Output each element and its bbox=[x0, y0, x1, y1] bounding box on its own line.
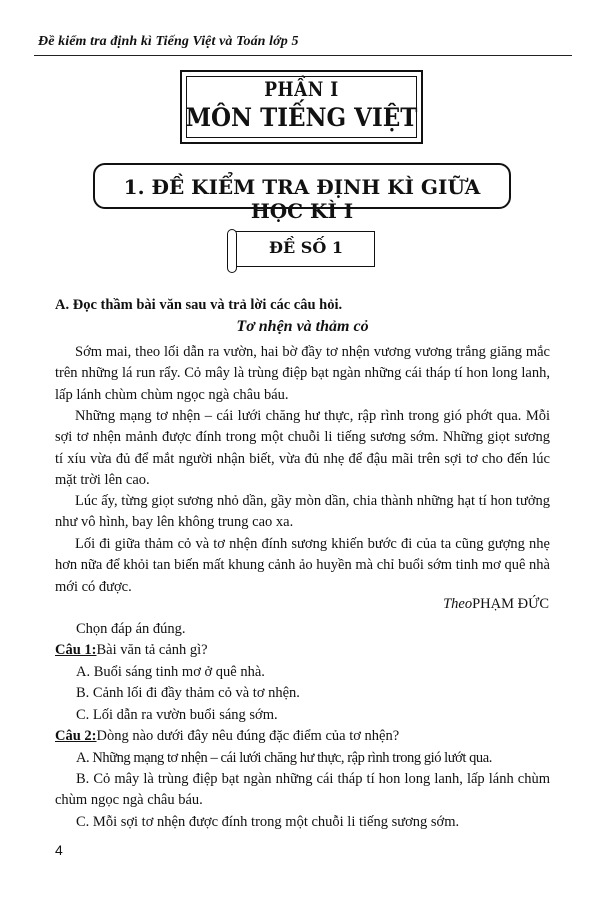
option: C. Lối dẫn ra vườn buổi sáng sớm. bbox=[76, 707, 278, 723]
section-heading-box bbox=[93, 163, 511, 223]
header-divider bbox=[34, 55, 572, 56]
question-1 bbox=[55, 640, 550, 661]
question-text: Bài văn tả cảnh gì? bbox=[96, 642, 208, 658]
exam-label: ĐỀ SỐ 1 bbox=[269, 238, 343, 257]
story-title: Tơ nhện và thảm cỏ bbox=[236, 318, 369, 335]
story-paragraph: Những mạng tơ nhện – cái lưới chăng hư thực, rập rình trong gió phớt qua. Mỗi sợi tơ nhện mảnh được đính trong một chuỗi li tiếng sương sớm. Những giọt sương tí xíu vừa đủ để mắt người nhận biết, vừa đủ nhẹ để đậu mãi trên sợi tơ cho đến lúc mặt trời lên cao. bbox=[55, 408, 550, 489]
credit-author: PHẠM ĐỨC bbox=[472, 596, 549, 612]
story-paragraph: Lúc ấy, từng giọt sương nhỏ dần, gầy mòn dần, chia thành những hạt tí hon tưởng như vô hình, bay lên không trung cao xa. bbox=[55, 493, 550, 531]
scroll-roll-icon bbox=[227, 229, 237, 273]
option: A. Buổi sáng tinh mơ ở quê nhà. bbox=[76, 664, 265, 680]
exam-label-scroll bbox=[227, 229, 375, 267]
option: A. Những mạng tơ nhện – cái lưới chăng hư thực, rập rình trong gió lướt qua. bbox=[76, 750, 492, 766]
option: C. Mỗi sợi tơ nhện được đính trong một chuỗi li tiếng sương sớm. bbox=[76, 814, 460, 830]
part-label: PHẦN I bbox=[264, 78, 339, 102]
credit-prefix: Theo bbox=[443, 596, 473, 612]
question-2 bbox=[55, 726, 550, 747]
answer-prompt: Chọn đáp án đúng. bbox=[76, 621, 186, 637]
story-credit bbox=[443, 596, 549, 613]
page-number: 4 bbox=[55, 842, 63, 858]
running-header: Đề kiểm tra định kì Tiếng Việt và Toán lớp 5 bbox=[38, 34, 299, 49]
option: B. Cỏ mây là trùng điệp bạt ngàn những cái tháp tí hon long lanh, lấp lánh chùm chùm ngọc ngà châu báu. bbox=[55, 771, 550, 809]
part-heading-box bbox=[180, 70, 423, 144]
section-title: 1. ĐỀ KIỂM TRA ĐỊNH KÌ GIỮA HỌC KÌ I bbox=[123, 175, 481, 223]
question-label: Câu 1: bbox=[55, 642, 97, 658]
option: B. Cảnh lối đi đầy thảm cỏ và tơ nhện. bbox=[76, 685, 300, 701]
part-title: MÔN TIẾNG VIỆT bbox=[185, 102, 418, 133]
question-text: Dòng nào dưới đây nêu đúng đặc điểm của tơ nhện? bbox=[96, 728, 400, 744]
reading-instruction: A. Đọc thầm bài văn sau và trả lời các câu hỏi. bbox=[55, 297, 343, 313]
story-paragraph: Lối đi giữa thảm cỏ và tơ nhện đính sương khiến bước đi của ta cũng gượng nhẹ hơn nữa để khỏi tan biến mất khung cảnh ảo huyền mà chỉ buổi sớm tinh mơ quê nhà mới có được. bbox=[55, 536, 550, 595]
story-paragraph: Sớm mai, theo lối dẫn ra vườn, hai bờ đầy tơ nhện vương vương trắng giăng mắc trên những lá run rẩy. Cỏ mây là trùng điệp bạt ngàn những cái tháp tí hon long lanh, lấp lánh chùm chùm ngọc ngà châu báu. bbox=[55, 344, 550, 403]
question-label: Câu 2: bbox=[55, 728, 97, 744]
